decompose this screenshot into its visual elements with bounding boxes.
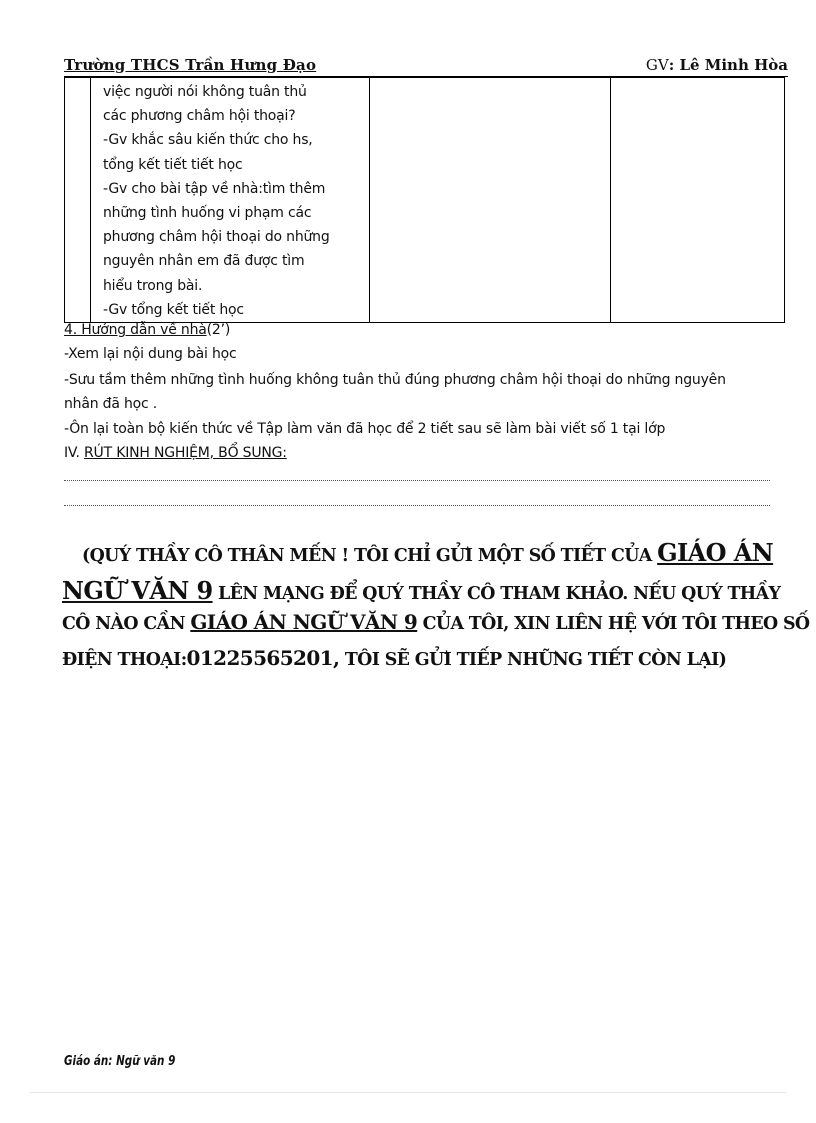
homework-item: nhân đã học . [64,396,158,412]
notice-text: TÔI SẼ GỬI TIẾP NHỮNG TIẾT CÒN LẠI) [339,650,727,670]
table-cell-empty [369,78,610,323]
table-row [65,78,785,323]
notice-line [82,538,773,567]
cell-text-line: -Gv tổng kết tiết học [102,301,244,318]
notice-text: LÊN MẠNG ĐỂ QUÝ THẦY CÔ THAM KHẢO. NẾU QUÝ THẦY [212,584,781,604]
school-name: Trường THCS Trần Hưng Đạo [64,56,317,74]
notice-line [62,576,780,605]
homework-item: -Xem lại nội dung bài học [64,346,237,362]
homework-item: -Ôn lại toàn bộ kiến thức về Tập làm văn đã học để 2 tiết sau sẽ làm bài viết số 1 tại lớp [64,421,666,437]
review-title: RÚT KINH NGHIỆM, BỔ SUNG: [84,445,287,461]
cell-text-line: -Gv cho bài tập về nhà:tìm thêm [102,180,326,197]
notice-text: ĐIỆN THOẠI: [62,650,187,670]
notice-highlight: NGỮ VĂN 9 [62,576,213,605]
teacher-name [646,56,788,74]
lesson-table [64,77,785,323]
notice-text: CỦA TÔI, XIN LIÊN HỆ VỚI TÔI THEO SỐ [417,614,810,634]
teacher-activity-cell [90,78,369,323]
dotted-line [64,505,770,506]
homework-heading [64,322,230,338]
cell-text-line: phương châm hội thoại do những [102,229,330,246]
teacher-fullname: : Lê Minh Hòa [668,56,788,74]
homework-duration: (2’) [206,322,231,338]
notice-line [62,646,726,670]
notice-highlight: GIÁO ÁN NGỮ VĂN 9 [190,610,418,634]
cell-text-line: các phương châm hội thoại? [102,108,296,125]
cell-text-line: nguyên nhân em đã được tìm [102,253,305,270]
notice-line [62,610,809,634]
review-number: IV. [64,445,80,461]
dotted-line [64,480,770,481]
notice-text: CÔ NÀO CẦN [62,614,191,634]
cell-text-line: việc người nói không tuân thủ [102,84,307,100]
page-bottom-rule [30,1092,786,1093]
phone-number: 01225565201, [186,646,340,670]
footer-text: Giáo án: Ngữ văn 9 [64,1054,176,1069]
cell-text-line: hiểu trong bài. [102,277,203,294]
homework-title: 4. Hướng dẫn về nhà [64,322,207,338]
cell-text-line: những tình huống vi phạm các [102,205,312,222]
cell-text-line: -Gv khắc sâu kiến thức cho hs, [102,132,313,149]
cell-text-line: tổng kết tiết tiết học [102,156,243,173]
review-heading [64,445,287,461]
homework-item: -Sưu tầm thêm những tình huống không tuân thủ đúng phương châm hội thoại do những nguyên [64,372,726,388]
teacher-prefix: GV [645,56,669,74]
notice-text: (QUÝ THẦY CÔ THÂN MẾN ! TÔI CHỈ GỬI MỘT SỐ TIẾT CỦA [82,546,658,566]
notice-highlight: GIÁO ÁN [657,538,774,567]
table-cell-empty [610,78,784,323]
table-cell-empty [65,78,91,323]
